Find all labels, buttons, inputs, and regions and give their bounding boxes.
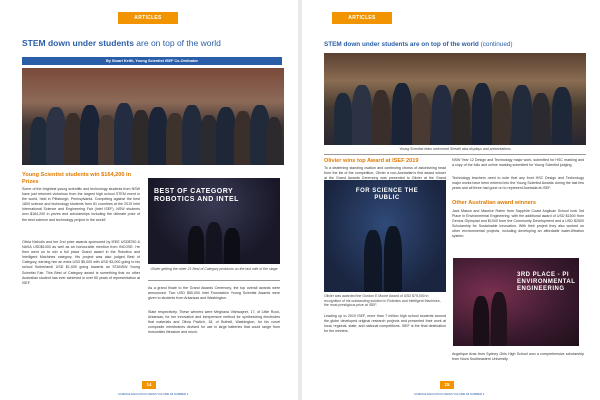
page-number: 15 <box>440 381 454 389</box>
stage-photo <box>148 178 280 264</box>
olivier-caption: Olivier was awarded the Gordon E Moore Award of USD $75,000 in recognition of his outstanding solution in Robotics and Intelligent Machines, the most prestigious prize at ISEF. <box>324 294 441 307</box>
caption-rule <box>324 154 586 155</box>
young-scientist-heading: Young Scientist students win $164,200 in Prizes <box>22 172 132 185</box>
young-scientist-para-1: Some of the brightest young scientific and technology students from NSW have just returned victorious from the largest high school STEM event in the world, held in Pittsburgh, Pennsylvania. Competing against the best 1800 science and technology students from 81 countries at the 2019 Intel International Science and Engineering Fair (Intel ISEF), NSW students won $164,200 in prizes and scholarships including the ultimate prize of the best science and technology project in the world! <box>22 187 140 222</box>
team-display-photo <box>324 53 586 145</box>
page-footer: SCIENCE EDUCATION NEWS VOLUME 68 NUMBER 2 <box>118 392 189 396</box>
right-col-para-3: Jack Mason and Maurice Rahm from Sapphire Coast Anglican School took 3rd Place in Environmental Engineering, with the additional award of USD $1500 from Genius Olympiad and $1000 from the Community Development and a USD $2500 Scholarship for Sustainable Innovation. With their project they also worked on other environmental projects, including developing an affordable water-filtration system. <box>452 209 584 239</box>
section-tab: ARTICLES <box>118 12 178 24</box>
right-col-para-4: Angelique Aras from Sydney Girls High School won a comprehensive scholarship from Nova Southeastern University. <box>452 352 584 362</box>
left-body-para-1: As a grand finale to the Grand Awards Ceremony, the top overall awards were announced. Two USD $50,000 Intel Foundation Young Scientist Awards were given to students from Arkansas and Washington. <box>148 286 280 301</box>
podium-banner: 3RD PLACE - PI ENVIRONMENTAL ENGINEERING <box>517 272 576 292</box>
title-rest: are on top of the world <box>136 38 221 48</box>
right-page <box>302 0 600 400</box>
caption-rule <box>148 280 280 281</box>
title-rest: (continued) <box>480 41 513 48</box>
olivier-heading: Olivier wins top Award at ISEF 2019 <box>324 158 419 164</box>
young-scientist-para-2: Olivia Nicholls and her 2nd prize awards sponsored by IEEE USD$750 & NASA USD$1000 as well as an honourable mention from INCOSE. He then went on to win a full place Grand award in the Robotics and Intelligent Machines category. His project was also judged Best of Category, earning him an extra USD $5,000 with USD $3,000 going to his school Sutherland! USD $1,000 going towards an STANSW Young Scientist Fair. This Best of Category award is something that no other Australian student has ever achieved in over 60 years of representation at ISEF. <box>22 240 140 285</box>
left-body-para-2: State respectively. These winners were Meghana Vishwajeet, 17, of Little Rock, Arkansas, for her innovative and inexpensive method for synthesizing electrodes that materials and Olivia Pavlich, 18, of Bothell, Washington, for his novel composite membranes devised for use in large batteries that could range from immunities literature and much. <box>148 310 280 335</box>
stage-banner: BEST OF CATEGORY ROBOTICS AND INTEL <box>154 188 239 203</box>
olivier-para-1: To a deafening standing ovation and continuing chorus of astonishing head from the list of the competition, Olivier a non-Australian's first award winner at the Grand Awards Ceremony was presented to Olivier at the Grand <box>324 166 446 180</box>
right-col-para-2: Technology teachers need to note that any front HSC Design and Technology major works have been entered into the Young Scientist Awards during the last few years and all three had gone on to represent Australia at ISEF. <box>452 176 584 191</box>
section-tab: ARTICLES <box>332 12 392 24</box>
page-title <box>324 41 513 48</box>
other-winners-heading: Other Australian award winners <box>452 200 537 206</box>
podium-photo <box>453 258 579 346</box>
team-caption: Young Scientist team welcomed Sheath alas displays and presentations <box>399 147 511 151</box>
byline-bar: By Stuart Keith, Young Scientist ISEF Co-Ordinator <box>22 57 282 65</box>
olivier-para-2: Leading up to 2019 ISEF, more than 7 million high school students around the globe developed original research projects and presented their work at local, regional, state, and national competitions. ISEF is the final destination for the winners. <box>324 314 446 334</box>
stage-caption: Olivier getting the other 21 Best of Category protocols on the last mile of the stage <box>150 267 278 271</box>
title-bold: STEM down under students <box>22 38 134 48</box>
left-page <box>0 0 298 400</box>
page-number: 14 <box>142 381 156 389</box>
title-bold: STEM down under students are on top of the world <box>324 41 479 48</box>
team-photo <box>22 68 284 165</box>
right-col-para-1: NSW Year 12 Design and Technology major work, submitted for HSC marking and a copy of the folio and online marking submitted for Young Scientist judging. <box>452 158 584 168</box>
page-footer: SCIENCE EDUCATION NEWS VOLUME 68 NUMBER 2 <box>414 392 485 396</box>
award-stage-photo: FOR SCIENCE THE PUBLIC <box>324 180 446 292</box>
page-title <box>22 38 221 48</box>
